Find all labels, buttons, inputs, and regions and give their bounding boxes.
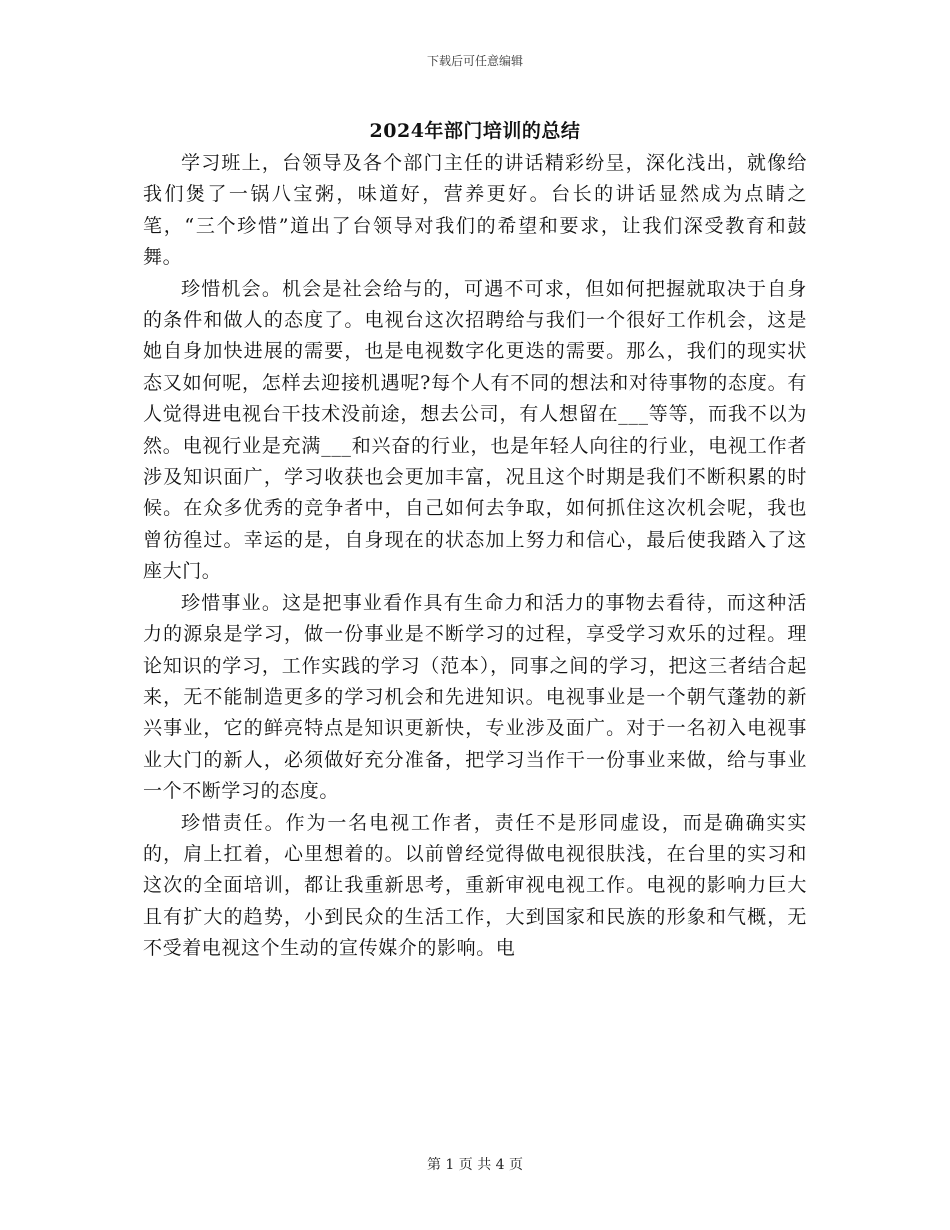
page-header-note: 下载后可任意编辑 xyxy=(426,54,523,68)
paragraph-intro: 学习班上，台领导及各个部门主任的讲话精彩纷呈，深化浅出，就像给我们煲了一锅八宝粥，味道好，营养更好。台长的讲话显然成为点睛之笔，“三个珍惜”道出了台领导对我们的希望和要求，让我们深受教育和鼓舞。 xyxy=(143,152,807,269)
paragraph-cherish-opportunity: 珍惜机会。机会是社会给与的，可遇不可求，但如何把握就取决于自身的条件和做人的态度了。电视台这次招聘给与我们一个很好工作机会，这是她自身加快进展的需要，也是电视数字化更迭的需要。那么，我们的现实状态又如何呢，怎样去迎接机遇呢?每个人有不同的想法和对待事物的态度。有人觉得进电视台干技术没前途，想去公司，有人想留在___等等，而我不以为然。电视行业是充满___和兴奋的行业，也是年轻人向往的行业，电视工作者涉及知识面广，学习收获也会更加丰富，况且这个时期是我们不断积累的时候。在众多优秀的竞争者中，自己如何去争取，如何抓住这次机会呢，我也曾彷徨过。幸运的是，自身现在的状态加上努力和信心，最后使我踏入了这座大门。 xyxy=(143,277,807,583)
paragraph-cherish-career: 珍惜事业。这是把事业看作具有生命力和活力的事物去看待，而这种活力的源泉是学习，做一份事业是不断学习的过程，享受学习欢乐的过程。理论知识的学习，工作实践的学习（范本），同事之间的学习，把这三者结合起来，无不能制造更多的学习机会和先进知识。电视事业是一个朝气蓬勃的新兴事业，它的鲜亮特点是知识更新快，专业涉及面广。对于一名初入电视事业大门的新人，必须做好充分准备，把学习当作干一份事业来做，给与事业一个不断学习的态度。 xyxy=(143,591,807,803)
paragraph-cherish-responsibility: 珍惜责任。作为一名电视工作者，责任不是形同虚设，而是确确实实的，肩上扛着，心里想着的。以前曾经觉得做电视很肤浅，在台里的实习和这次的全面培训，都让我重新思考，重新审视电视工作。电视的影响力巨大且有扩大的趋势，小到民众的生活工作，大到国家和民族的形象和气概，无不受着电视这个生动的宣传媒介的影响。电 xyxy=(143,811,807,960)
page-number-footer: 第 1 页 共 4 页 xyxy=(426,1157,524,1173)
document-body xyxy=(143,148,807,965)
document-title: 2024年部门培训的总结 xyxy=(369,120,581,142)
